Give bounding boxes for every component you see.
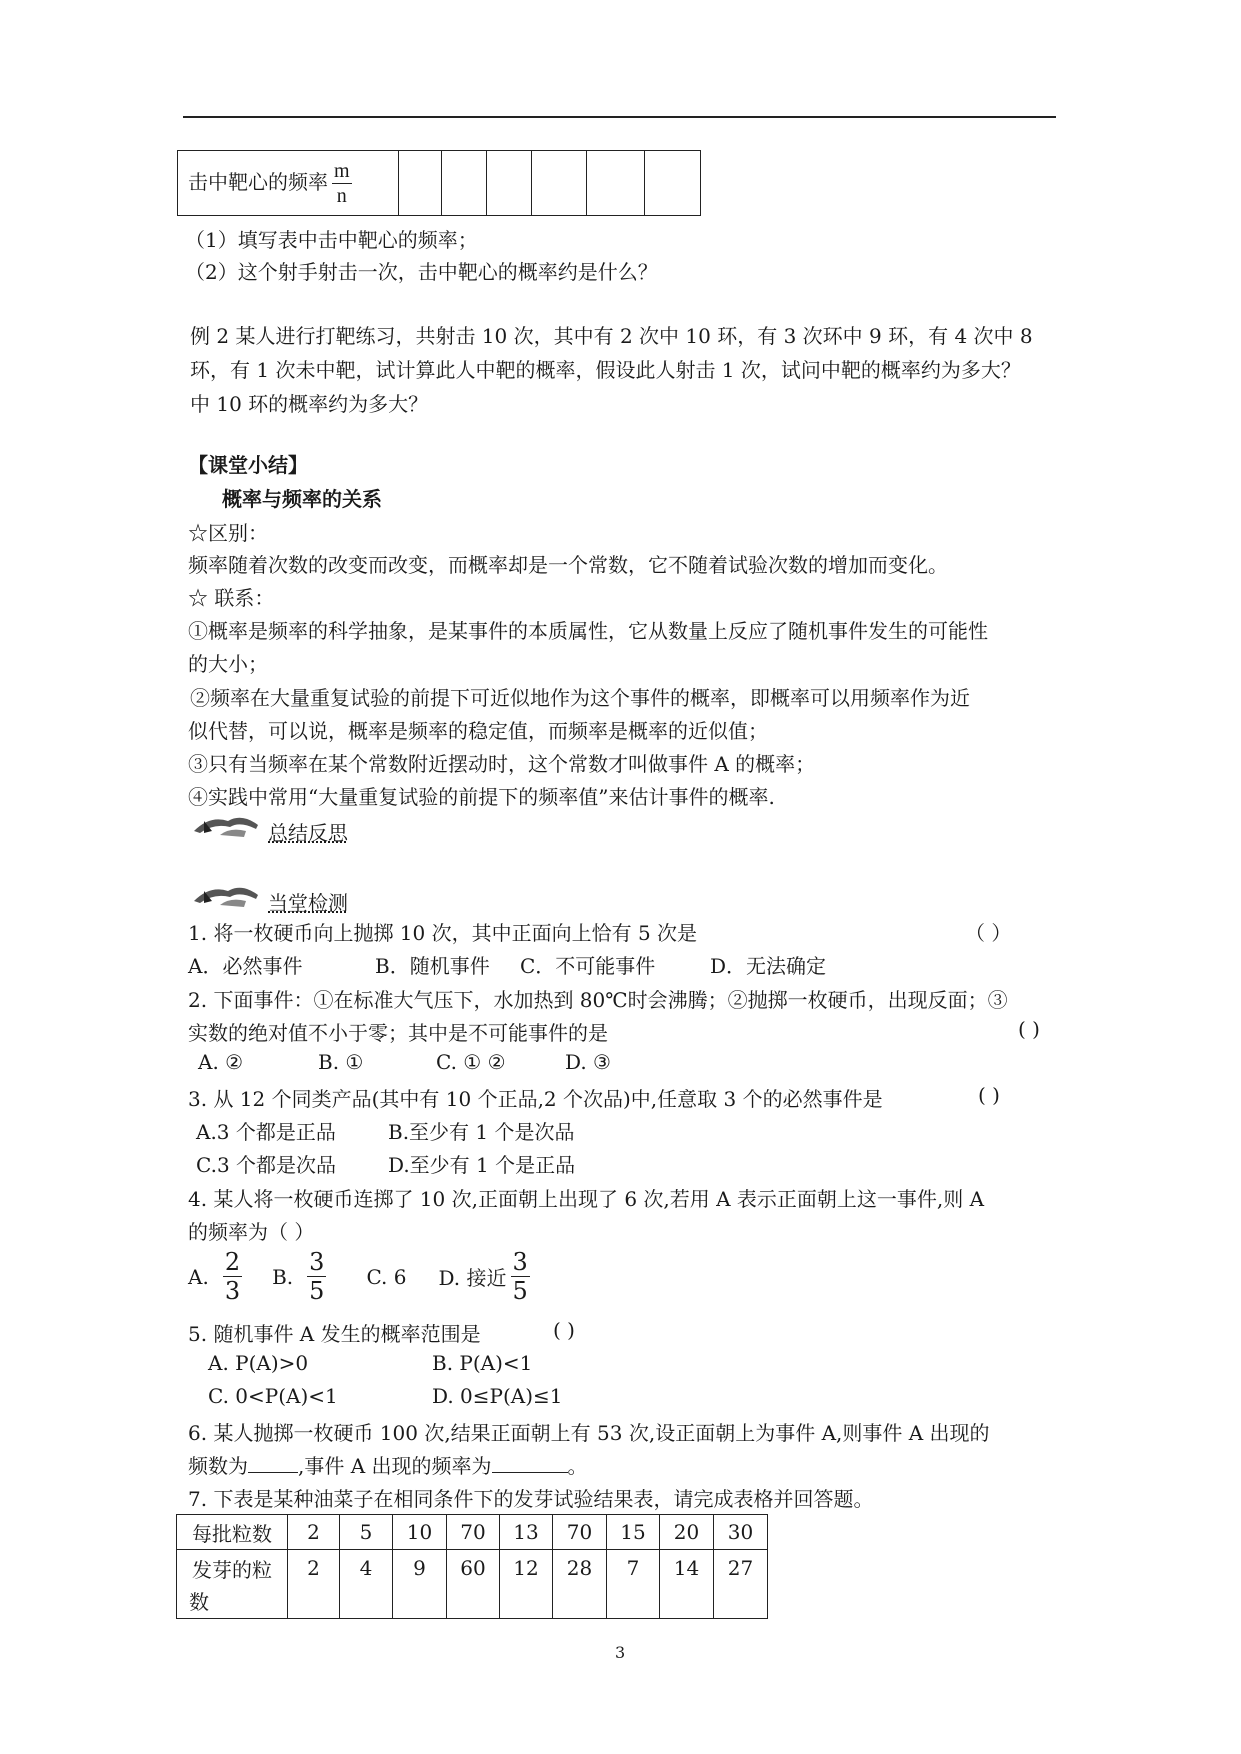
table-cell: 2 (288, 1515, 340, 1550)
table-cell: 13 (500, 1515, 553, 1550)
test-question-2a: 2. 下面事件：①在标准大气压下，水加热到 80℃时会沸腾；②抛掷一枚硬币，出现反面；③ (188, 988, 1008, 1012)
test-question-3: 3. 从 12 个同类产品(其中有 10 个正品,2 个次品)中,任意取 3 个的必然事件是 (188, 1087, 883, 1111)
link-point-2b: 似代替，可以说，概率是频率的稳定值，而频率是概率的近似值； (188, 719, 768, 743)
section-reflection: 总结反思 (268, 821, 348, 845)
table-cell: 10 (393, 1515, 447, 1550)
answer-paren: ( ) (1018, 1017, 1040, 1041)
summary-heading: 【课堂小结】 (188, 453, 308, 477)
hit-frequency-table (177, 150, 701, 216)
option-c: C. ① ② (436, 1050, 506, 1074)
table-cell[interactable] (487, 151, 532, 216)
link-point-2a: ②频率在大量重复试验的前提下可近似地作为这个事件的概率，即概率可以用频率作为近 (190, 686, 970, 710)
option-d: D.至少有 1 个是正品 (388, 1153, 576, 1177)
option-c: C．不可能事件 (520, 954, 656, 978)
option-d: D. ③ (565, 1050, 611, 1074)
option-b: B．随机事件 (375, 954, 490, 978)
section-test: 当堂检测 (268, 891, 348, 915)
table-cell: 30 (714, 1515, 768, 1550)
example-2-line-2: 环，有 1 次未中靶，试计算此人中靶的概率，假设此人射击 1 次，试问中靶的概率约为多大？ (190, 358, 1021, 382)
header-rule (183, 116, 1056, 118)
test-question-6b: 频数为 ,事件 A 出现的频率为 。 (188, 1454, 588, 1478)
frequency-count-blank[interactable] (248, 1454, 298, 1473)
example-2-line-1: 例 2 某人进行打靶练习，共射击 10 次，其中有 2 次中 10 环，有 3 次环中 9 环，有 4 次中 8 (190, 324, 1033, 348)
table-cell: 12 (500, 1550, 553, 1619)
table-row-label: 每批粒数 (177, 1515, 288, 1550)
test-question-5: 5. 随机事件 A 发生的概率范围是 (188, 1322, 481, 1346)
table-cell: 9 (393, 1550, 447, 1619)
option-a: A．必然事件 (188, 954, 303, 978)
option-a: A. ② (198, 1050, 244, 1074)
option-b: B.至少有 1 个是次品 (388, 1120, 575, 1144)
answer-paren: ( ) (978, 1083, 1000, 1107)
table-cell: 70 (553, 1515, 607, 1550)
test-question-7: 7. 下表是某种油菜子在相同条件下的发芽试验结果表，请完成表格并回答题。 (188, 1487, 874, 1511)
page-number: 3 (615, 1643, 626, 1662)
link-title: ☆ 联系： (188, 586, 275, 610)
link-point-3: ③只有当频率在某个常数附近摆动时，这个常数才叫做事件 A 的概率； (188, 752, 816, 776)
table-cell[interactable] (399, 151, 442, 216)
table-cell[interactable] (532, 151, 587, 216)
link-point-1b: 的大小； (188, 652, 268, 676)
test-question-2b: 实数的绝对值不小于零；其中是不可能事件的是 (188, 1021, 608, 1045)
option-b: B. ① (318, 1050, 364, 1074)
option-d: D．无法确定 (710, 954, 827, 978)
table-cell: 15 (607, 1515, 660, 1550)
frequency-fraction: $\frac{m}{n}$ (334, 159, 350, 207)
frequency-rate-blank[interactable] (492, 1454, 568, 1473)
difference-text: 频率随着次数的改变而改变，而概率却是一个常数，它不随着试验次数的增加而变化。 (188, 553, 948, 577)
option-a: A. P(A)>0 (208, 1351, 309, 1375)
table-row-label: 发芽的粒 数 (177, 1550, 288, 1619)
link-point-1a: ①概率是频率的科学抽象，是某事件的本质属性，它从数量上反应了随机事件发生的可能性 (188, 619, 988, 643)
option-a: A. $\frac{2}{3}$ (188, 1248, 241, 1305)
table-cell[interactable] (645, 151, 701, 216)
link-point-4: ④实践中常用“大量重复试验的前提下的频率值”来估计事件的概率. (188, 785, 775, 809)
option-d: D. 接近 $\frac{3}{5}$ (438, 1248, 528, 1305)
table-cell: 2 (288, 1550, 340, 1619)
table-cell[interactable] (587, 151, 645, 216)
test-question-1: 1. 将一枚硬币向上抛掷 10 次，其中正面向上恰有 5 次是 (188, 921, 698, 945)
test-question-4a: 4. 某人将一枚硬币连掷了 10 次,正面朝上出现了 6 次,若用 A 表示正面朝上这一事件,则 A (188, 1187, 985, 1211)
seed-germination-table (176, 1514, 768, 1619)
table-cell: 5 (340, 1515, 393, 1550)
option-c: C. 0<P(A)<1 (208, 1384, 338, 1408)
table-cell: 7 (607, 1550, 660, 1619)
option-d-fraction: $\frac{3}{5}$ (512, 1248, 528, 1305)
table-cell: 4 (340, 1550, 393, 1619)
table-row (177, 1515, 768, 1550)
test-question-6a: 6. 某人抛掷一枚硬币 100 次,结果正面朝上有 53 次,设正面朝上为事件 A,则事件 A 出现的 (188, 1421, 990, 1445)
example-2-line-3: 中 10 环的概率约为多大？ (190, 392, 429, 416)
table-row (178, 151, 701, 216)
option-c: C. 6 (366, 1264, 407, 1289)
table-cell: 60 (447, 1550, 500, 1619)
option-a-fraction: $\frac{2}{3}$ (224, 1248, 241, 1305)
table-cell: 28 (553, 1550, 607, 1619)
table-cell: 70 (447, 1515, 500, 1550)
table-cell: 20 (660, 1515, 714, 1550)
table-row-label: 击中靶心的频率 $\frac{m}{n}$ (178, 151, 399, 216)
sailboat-icon (190, 811, 262, 841)
option-c: C.3 个都是次品 (196, 1153, 337, 1177)
test-question-4b: 的频率为（ ） (188, 1220, 315, 1244)
answer-paren: ( ) (553, 1318, 575, 1342)
table-row (177, 1550, 768, 1619)
option-d: D. 0≤P(A)≤1 (432, 1384, 563, 1408)
question-1: （1）填写表中击中靶心的频率； (185, 228, 478, 252)
table-cell: 27 (714, 1550, 768, 1619)
option-b: B. P(A)<1 (432, 1351, 533, 1375)
question-2: （2）这个射手射击一次，击中靶心的概率约是什么？ (185, 260, 658, 284)
answer-paren: （ ） (965, 921, 1012, 945)
difference-title: ☆区别： (188, 521, 268, 545)
option-b: B. $\frac{3}{5}$ (272, 1248, 325, 1305)
table-cell: 14 (660, 1550, 714, 1619)
option-b-fraction: $\frac{3}{5}$ (309, 1248, 325, 1305)
sailboat-icon (190, 881, 262, 911)
summary-subheading: 概率与频率的关系 (222, 487, 382, 511)
q4-options (188, 1250, 530, 1303)
option-a: A.3 个都是正品 (196, 1120, 336, 1144)
table-cell[interactable] (442, 151, 487, 216)
